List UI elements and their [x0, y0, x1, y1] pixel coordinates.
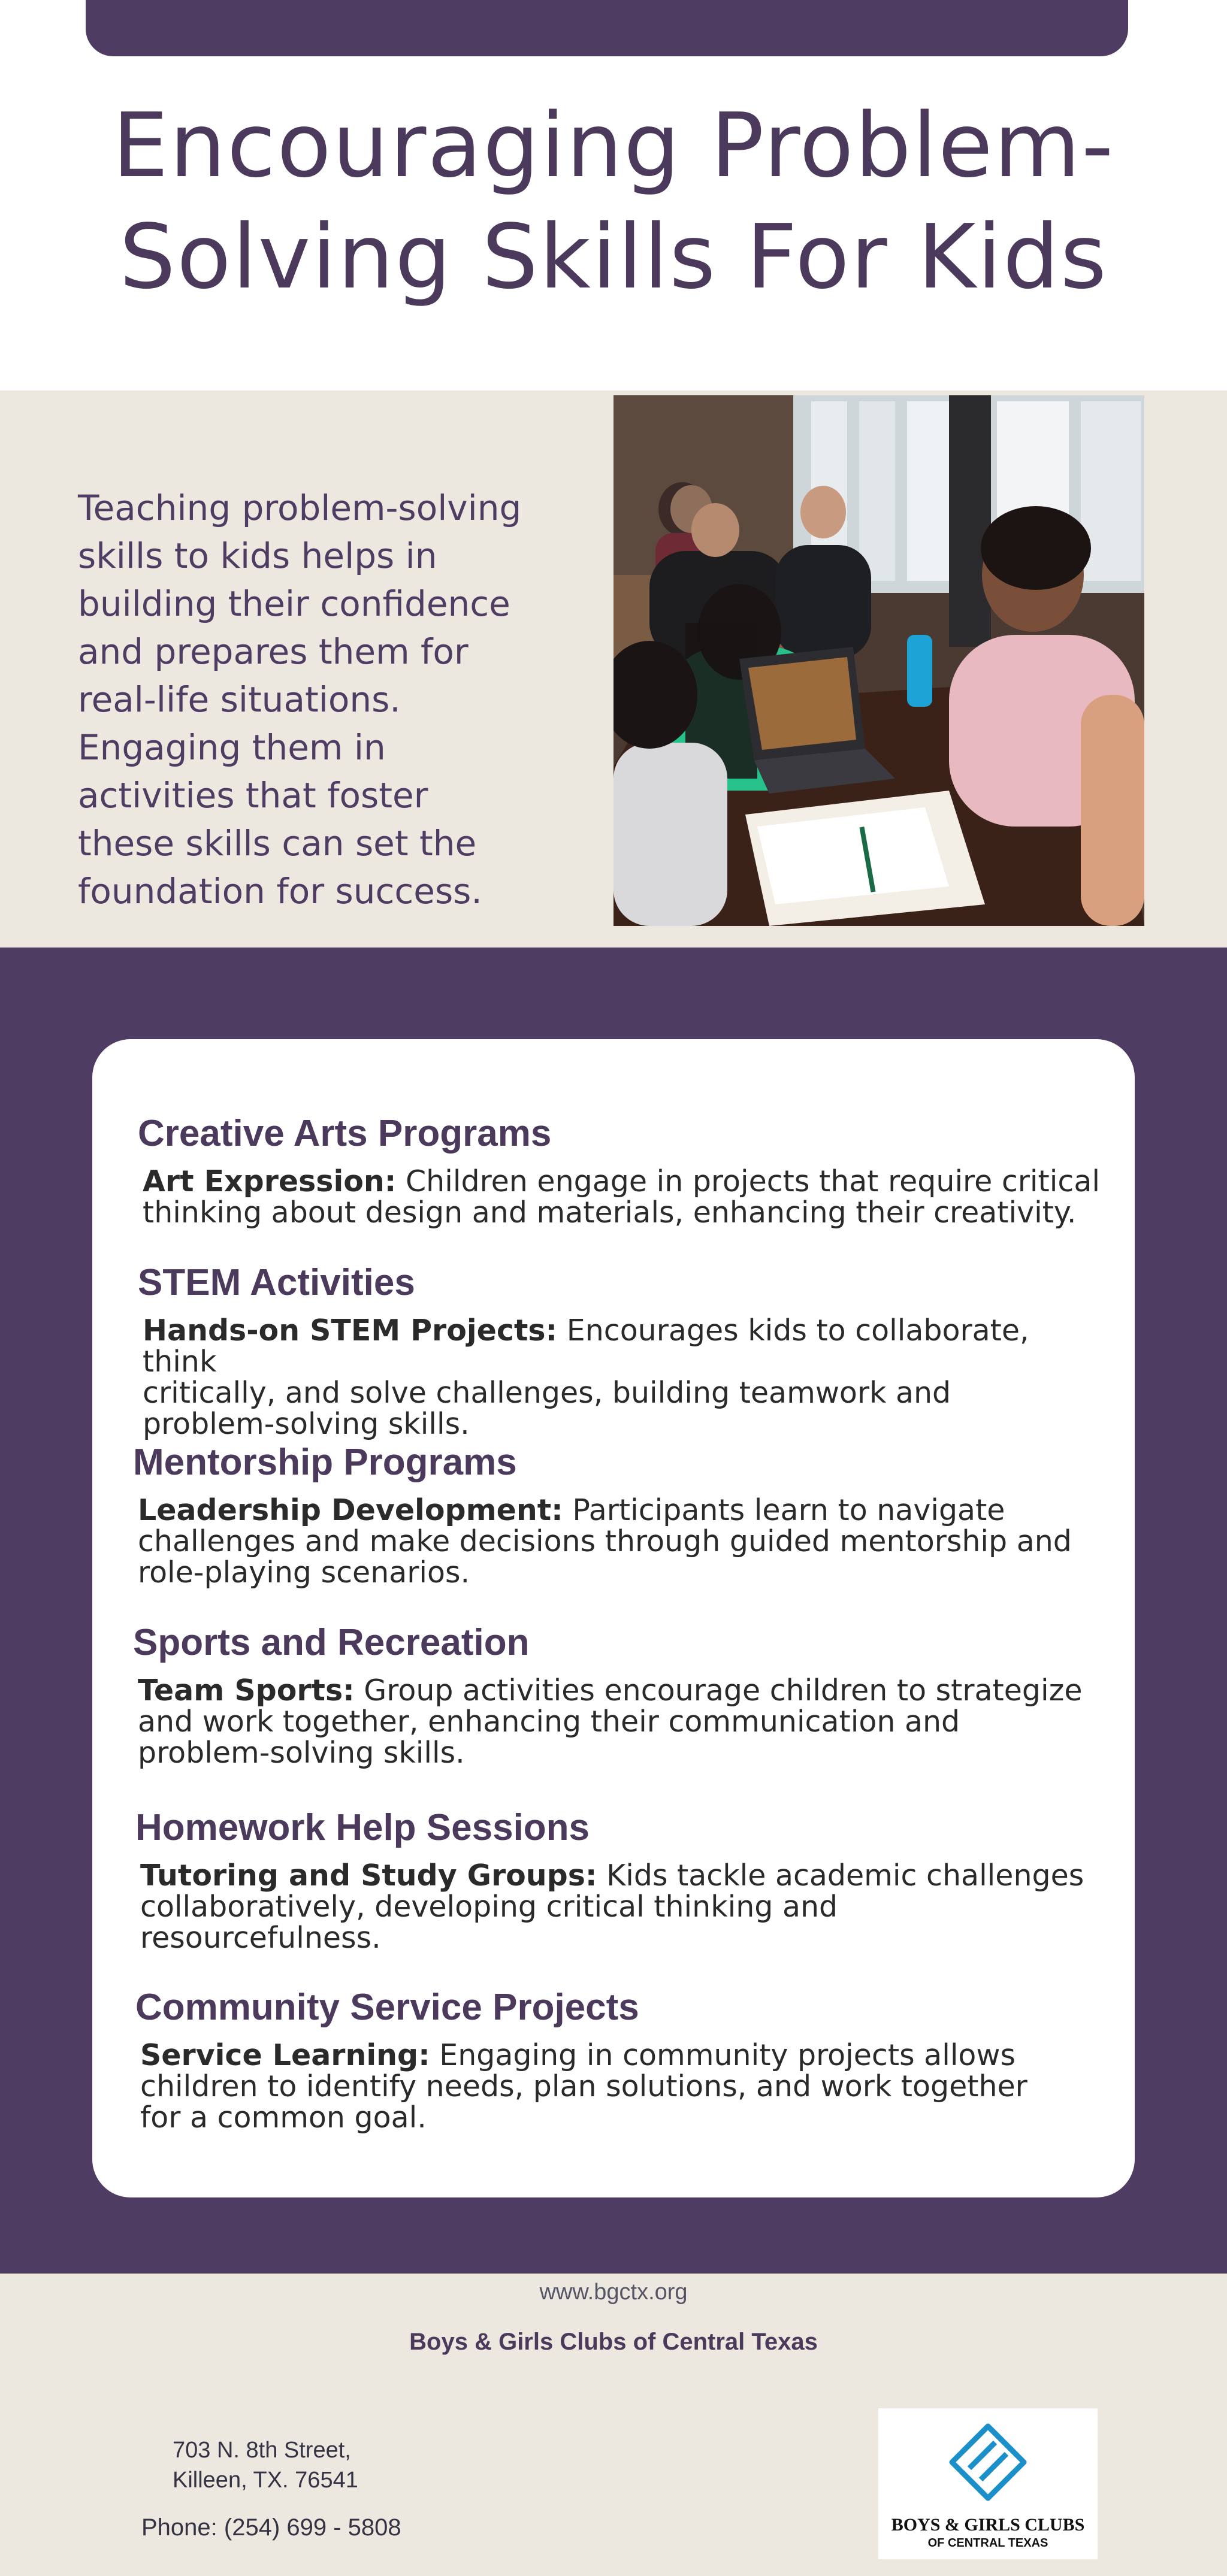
intro-paragraph	[78, 484, 569, 915]
program-heading: Sports and Recreation	[133, 1622, 530, 1663]
program-lead: Hands-on STEM Projects:	[143, 1313, 558, 1348]
program-heading: Community Service Projects	[135, 1987, 639, 2028]
intro-line: and prepares them for	[78, 631, 469, 672]
intro-line: foundation for success.	[78, 871, 482, 912]
website-link[interactable]: www.bgctx.org	[539, 2280, 688, 2305]
org-logo	[878, 2408, 1098, 2559]
program-description	[138, 1675, 1096, 1769]
program-section	[133, 1439, 1175, 1588]
program-text-line: Engaging in community projects allows	[439, 2038, 1016, 2072]
program-section	[135, 1804, 1178, 1954]
program-text-line: Children engage in projects that require critical	[405, 1164, 1100, 1198]
program-section	[135, 1984, 1178, 2133]
intro-line: real-life situations.	[78, 679, 401, 720]
program-section	[138, 1259, 1180, 1440]
program-text-line: Participants learn to navigate	[572, 1493, 1005, 1527]
program-heading: Creative Arts Programs	[138, 1113, 552, 1154]
title-line-1: Encouraging Problem-	[112, 94, 1115, 197]
program-heading: STEM Activities	[138, 1262, 415, 1303]
intro-line: activities that foster	[78, 775, 428, 816]
logo-text-sub: OF CENTRAL TEXAS	[927, 2536, 1048, 2550]
address-line: 703 N. 8th Street,	[173, 2438, 351, 2463]
address	[173, 2435, 358, 2495]
program-text-line: challenges and make decisions through guided mentorship and	[138, 1524, 1072, 1558]
intro-line: these skills can set the	[78, 823, 477, 864]
title-line-2: Solving Skills For Kids	[119, 205, 1108, 308]
intro-line: skills to kids helps in	[78, 535, 437, 576]
intro-line: Teaching problem-solving	[78, 488, 522, 528]
org-name: Boys & Girls Clubs of Central Texas	[409, 2329, 818, 2355]
program-text-line: for a common goal.	[140, 2100, 427, 2135]
program-text-line: Kids tackle academic challenges	[606, 1858, 1084, 1893]
program-text-line: Encourages kids to collaborate, think	[143, 1313, 1029, 1379]
program-text-line: problem-solving skills.	[143, 1407, 470, 1441]
program-text-line: and work together, enhancing their communication and	[138, 1705, 960, 1739]
programs-card	[92, 1039, 1135, 2197]
program-description	[140, 2040, 1099, 2133]
program-description	[138, 1495, 1096, 1588]
phone-number: Phone: (254) 699 - 5808	[141, 2514, 401, 2541]
program-lead: Team Sports:	[138, 1673, 355, 1708]
bgca-diamond-logo-icon	[878, 2408, 1098, 2510]
address-line: Killeen, TX. 76541	[173, 2468, 358, 2493]
top-banner	[86, 0, 1128, 56]
program-lead: Tutoring and Study Groups:	[140, 1858, 597, 1893]
program-text-line: Group activities encourage children to strategize	[364, 1673, 1083, 1708]
program-text-line: problem-solving skills.	[138, 1736, 465, 1770]
program-description	[140, 1860, 1099, 1954]
program-section	[133, 1619, 1175, 1769]
program-description	[143, 1315, 1101, 1440]
program-lead: Art Expression:	[143, 1164, 397, 1198]
students-photo	[614, 395, 1144, 926]
program-lead: Service Learning:	[140, 2038, 430, 2072]
program-text-line: thinking about design and materials, enhancing their creativity.	[143, 1195, 1077, 1230]
program-text-line: collaboratively, developing critical thinking and	[140, 1890, 838, 1924]
program-text-line: children to identify needs, plan solutions, and work together	[140, 2069, 1027, 2103]
page-title	[0, 90, 1227, 313]
program-heading: Mentorship Programs	[133, 1442, 517, 1483]
program-text-line: critically, and solve challenges, building teamwork and	[143, 1376, 951, 1410]
intro-line: Engaging them in	[78, 727, 386, 768]
program-description	[143, 1166, 1101, 1228]
students-photo-illustration	[614, 395, 1144, 926]
intro-line: building their confidence	[78, 583, 510, 624]
logo-text-main: BOYS & GIRLS CLUBS	[891, 2515, 1085, 2535]
program-lead: Leadership Development:	[138, 1493, 563, 1527]
program-text-line: resourcefulness.	[140, 1921, 381, 1955]
program-heading: Homework Help Sessions	[135, 1807, 590, 1848]
program-text-line: role-playing scenarios.	[138, 1555, 470, 1590]
program-section	[138, 1110, 1180, 1228]
